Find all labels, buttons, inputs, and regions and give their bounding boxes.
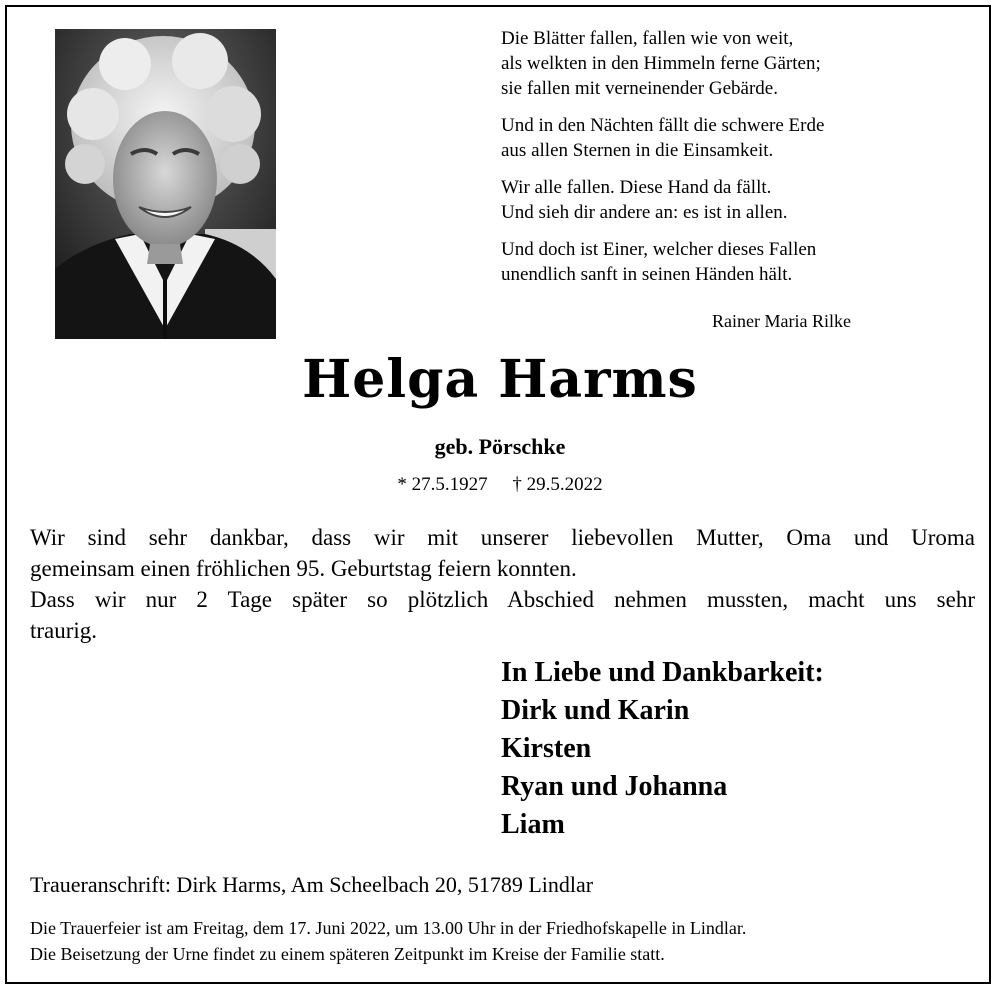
poem-stanza xyxy=(501,237,961,287)
poem-stanza xyxy=(501,26,961,101)
poem-stanza xyxy=(501,175,961,225)
portrait-photo xyxy=(55,29,276,339)
poem-line: Die Blätter fallen, fallen wie von weit, xyxy=(501,28,794,49)
portrait-illustration xyxy=(55,29,276,339)
signature-name: Ryan und Johanna xyxy=(501,771,728,802)
poem-line: Und in den Nächten fällt die schwere Erde xyxy=(501,115,825,136)
message-line: gemeinsam einen fröhlichen 95. Geburtstag feiern konnten. xyxy=(30,556,577,581)
message-line: Wir sind sehr dankbar, dass wir mit unserer liebevollen Mutter, Oma und Uroma xyxy=(30,525,975,550)
birth-date: * 27.5.1927 xyxy=(397,474,488,495)
poem-line: sie fallen mit verneinender Gebärde. xyxy=(501,78,778,99)
signature-name: Liam xyxy=(501,809,565,840)
message-line: traurig. xyxy=(30,618,98,643)
ceremony-line: Die Trauerfeier ist am Freitag, dem 17. Juni 2022, um 13.00 Uhr in der Friedhofskapelle in Lindlar. xyxy=(30,918,747,938)
ceremony-line: Die Beisetzung der Urne findet zu einem späteren Zeitpunkt im Kreise der Familie statt. xyxy=(30,944,665,964)
signature-block xyxy=(501,654,824,844)
mourning-address: Traueranschrift: Dirk Harms, Am Scheelbach 20, 51789 Lindlar xyxy=(30,872,594,897)
poem xyxy=(501,26,961,299)
maiden-name: geb. Pörschke xyxy=(434,434,566,459)
message-line: Dass wir nur 2 Tage später so plötzlich Abschied nehmen mussten, macht uns sehr xyxy=(30,587,975,612)
ceremony-info xyxy=(30,915,980,967)
deceased-name: Helga Harms xyxy=(302,349,698,410)
poem-line: Und doch ist Einer, welcher dieses Fallen xyxy=(501,239,817,260)
life-dates xyxy=(0,474,1000,496)
poem-line: unendlich sanft in seinen Händen hält. xyxy=(501,264,793,285)
poem-line: Und sieh dir andere an: es ist in allen. xyxy=(501,202,788,223)
poem-stanza xyxy=(501,113,961,163)
poem-author: Rainer Maria Rilke xyxy=(712,311,851,331)
message-text xyxy=(30,522,975,646)
signature-name: Kirsten xyxy=(501,733,592,764)
poem-line: aus allen Sternen in die Einsamkeit. xyxy=(501,140,774,161)
signature-heading: In Liebe und Dankbarkeit: xyxy=(501,657,824,688)
signature-name: Dirk und Karin xyxy=(501,695,690,726)
death-date: † 29.5.2022 xyxy=(512,474,603,495)
poem-line: Wir alle fallen. Diese Hand da fällt. xyxy=(501,177,772,198)
poem-line: als welkten in den Himmeln ferne Gärten; xyxy=(501,53,821,74)
